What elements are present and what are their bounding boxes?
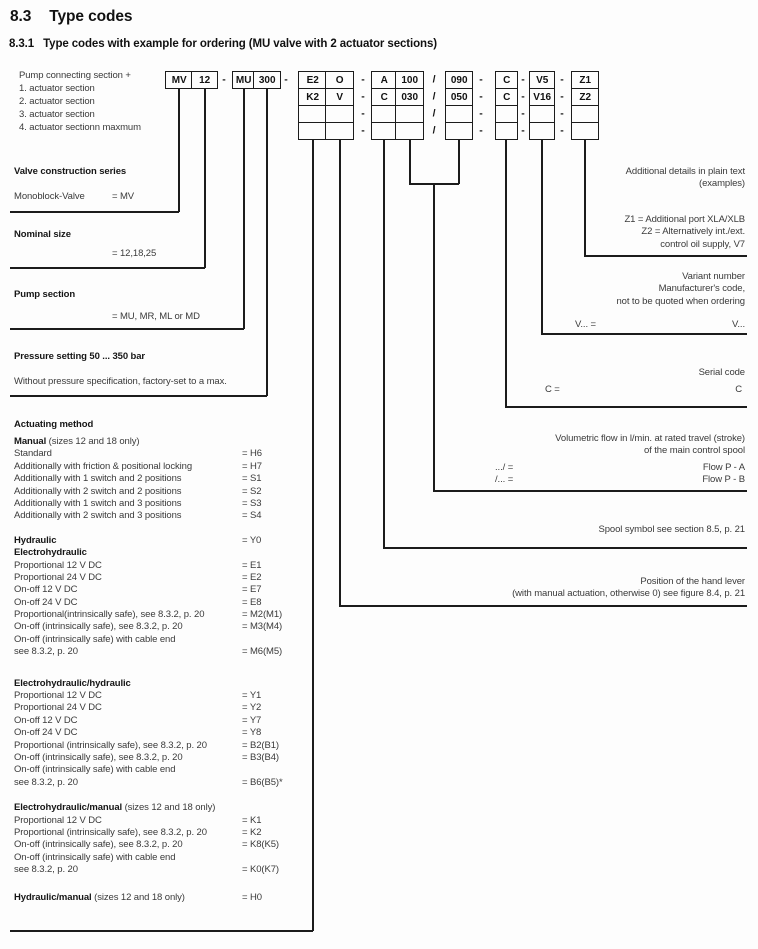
code-separator: - (521, 72, 525, 85)
code-separator: - (560, 89, 564, 102)
actuating-row-label: (sizes 12 and 18 only) (91, 891, 185, 903)
code-cell: A (371, 71, 396, 89)
connector-line (243, 88, 245, 329)
actuating-row-label: see 8.3.2, p. 20 (14, 776, 78, 788)
actuating-row-label: Standard (14, 448, 52, 460)
code-separator: - (222, 72, 226, 85)
code-cell: Z2 (571, 88, 599, 106)
actuating-row-code: = B6(B5)* (242, 776, 283, 788)
actuating-row (14, 678, 314, 690)
flow-line: of the main control spool (643, 445, 745, 457)
actuating-row-label: On-off 24 V DC (14, 596, 78, 608)
code-cell (325, 105, 354, 123)
connector-line (10, 267, 205, 269)
actuating-row (14, 802, 314, 814)
connector-line (458, 139, 460, 184)
list-gap (14, 789, 314, 802)
code-separator: - (479, 123, 483, 136)
hand-lever-block (512, 576, 745, 601)
example-line: Z1 = Additional port XLA/XLB (624, 214, 745, 225)
actuating-row-label: Proportional (intrinsically safe), see 8.3.2, p. 20 (14, 826, 207, 838)
code-separator: - (560, 72, 564, 85)
spool-symbol-note: Spool symbol see section 8.5, p. 21 (598, 524, 745, 535)
subsection-heading (9, 38, 437, 50)
code-cell: 12 (191, 71, 218, 89)
code-separator: - (521, 123, 525, 136)
actuating-row (14, 436, 314, 448)
actuating-row-bold-label: Electrohydraulic/hydraulic (14, 677, 131, 689)
actuating-row-bold-label: Hydraulic (14, 534, 57, 546)
actuating-row (14, 535, 314, 547)
code-cell: MV (165, 71, 192, 89)
actuating-row (14, 584, 314, 596)
connector-line (204, 88, 206, 268)
list-gap (14, 659, 314, 678)
connector-line (10, 328, 244, 330)
flow-row-b (495, 474, 745, 486)
code-cell: 300 (253, 71, 281, 89)
actuating-row (14, 815, 314, 827)
code-separator: / (432, 89, 436, 102)
flow-value-b: Flow P - B (702, 474, 745, 485)
actuating-row (14, 892, 314, 904)
valve-series-title: Valve construction series (14, 166, 127, 177)
code-cell (445, 105, 473, 123)
actuating-row-code: = S3 (242, 497, 262, 509)
actuating-row-label: On-off (intrinsically safe) with cable end (14, 633, 176, 645)
code-cell (495, 105, 518, 123)
actuating-row-label: Additionally with 2 switch and 3 positions (14, 510, 182, 522)
actuating-row-label: Proportional 12 V DC (14, 690, 102, 702)
connector-line (584, 255, 747, 257)
actuating-row-label: Proportional (intrinsically safe), see 8.3.2, p. 20 (14, 739, 207, 751)
actuating-row-code: = K1 (242, 814, 262, 826)
valve-series-value: = MV (112, 191, 135, 202)
code-cell (298, 122, 326, 140)
actuating-method-rows (14, 436, 314, 904)
volumetric-flow-block (555, 433, 745, 458)
connector-line (541, 333, 747, 335)
connector-line (383, 547, 747, 549)
actuating-row-label: see 8.3.2, p. 20 (14, 646, 78, 658)
code-cell (395, 105, 424, 123)
actuating-row-bold-label: Electrohydraulic (14, 547, 87, 559)
pressure-setting-note: Without pressure specification, factory-set to a max. (14, 376, 227, 387)
code-cell: 050 (445, 88, 473, 106)
code-cell (571, 122, 599, 140)
actuating-row-bold-label: Hydraulic/manual (14, 891, 92, 903)
actuating-row-code: = E1 (242, 559, 262, 571)
actuating-row-label: Proportional 24 V DC (14, 702, 102, 714)
section-title: Type codes (49, 8, 133, 25)
valve-series-label: Monoblock-Valve (14, 191, 85, 202)
flow-row-a (495, 462, 745, 474)
actuating-row (14, 572, 314, 584)
serial-key: C = (545, 384, 560, 395)
actuating-row-code: = K0(K7) (242, 864, 279, 876)
code-separator: - (284, 72, 288, 85)
actuating-row-code: = Y7 (242, 714, 262, 726)
actuating-row (14, 634, 314, 646)
actuating-row (14, 777, 314, 789)
connector-line (541, 139, 543, 334)
flow-line: Volumetric flow in l/min. at rated travel (stroke) (555, 433, 745, 444)
actuating-row (14, 547, 314, 559)
actuating-row-bold-label: Electrohydraulic/manual (14, 802, 123, 814)
actuating-row (14, 702, 314, 714)
code-separator: / (432, 106, 436, 119)
code-cell (529, 122, 555, 140)
actuating-row-code: = S2 (242, 485, 262, 497)
variant-value: V... (732, 319, 745, 330)
code-cell: MU (232, 71, 254, 89)
actuating-row-label: On-off 12 V DC (14, 584, 78, 596)
connector-line (339, 605, 747, 607)
serial-code-row (545, 384, 742, 396)
actuating-row-label: see 8.3.2, p. 20 (14, 864, 78, 876)
actuating-row (14, 740, 314, 752)
code-separator: - (521, 106, 525, 119)
flow-value-a: Flow P - A (702, 462, 745, 473)
actuating-row-label: (sizes 12 and 18 only) (122, 802, 216, 814)
code-cell (298, 105, 326, 123)
code-separator: - (361, 89, 365, 102)
intro-line: 2. actuator section (19, 96, 95, 108)
actuating-row-label: On-off (intrinsically safe) with cable end (14, 764, 176, 776)
actuating-row (14, 597, 314, 609)
actuating-row (14, 498, 314, 510)
actuating-row (14, 646, 314, 658)
code-cell (529, 105, 555, 123)
list-gap (14, 523, 314, 535)
actuating-row-code: = B3(B4) (242, 751, 279, 763)
additional-details-block (626, 166, 745, 191)
actuating-row-label: Additionally with 1 switch and 3 positions (14, 497, 182, 509)
code-cell: V5 (529, 71, 555, 89)
code-separator: - (479, 106, 483, 119)
connector-line (409, 183, 459, 185)
connector-line (433, 183, 435, 491)
actuating-row-label: (sizes 12 and 18 only) (46, 436, 140, 447)
code-cell (395, 122, 424, 140)
code-cell (495, 122, 518, 140)
actuating-row (14, 827, 314, 839)
actuating-method-title: Actuating method (14, 419, 94, 430)
code-separator: - (479, 72, 483, 85)
actuating-row (14, 609, 314, 621)
intro-line: 1. actuator section (19, 83, 95, 95)
code-separator: / (432, 123, 436, 136)
actuating-row-bold-label: Manual (14, 436, 47, 447)
variant-code-row (575, 319, 745, 331)
additional-details-line: Additional details in plain text (625, 166, 745, 177)
code-separator: - (521, 89, 525, 102)
hand-lever-line: Position of the hand lever (640, 576, 745, 587)
valve-series-row (14, 191, 135, 202)
actuating-row-label: On-off 12 V DC (14, 714, 78, 726)
actuating-row-code: = E2 (242, 571, 262, 583)
serial-code-title: Serial code (698, 367, 745, 378)
variant-line: Manufacturer's code, (658, 283, 745, 295)
actuating-row (14, 560, 314, 572)
actuating-row-code: = B2(B1) (242, 739, 279, 751)
code-cell: C (495, 71, 518, 89)
code-cell: E2 (298, 71, 326, 89)
section-number: 8.3 (10, 8, 32, 25)
additional-details-examples (624, 214, 745, 251)
connector-line (10, 395, 267, 397)
actuating-row-label: On-off 24 V DC (14, 727, 78, 739)
subsection-title: Type codes with example for ordering (MU valve with 2 actuator sections) (43, 38, 437, 50)
actuating-row-code: = Y0 (242, 534, 262, 546)
connector-line (433, 490, 747, 492)
actuating-row (14, 690, 314, 702)
connector-line (383, 139, 385, 548)
actuating-row-code: = E8 (242, 596, 262, 608)
pump-section-title: Pump section (14, 289, 76, 300)
actuating-row-code: = M2(M1) (242, 609, 283, 621)
code-separator: - (560, 106, 564, 119)
actuating-row-label: On-off (intrinsically safe), see 8.3.2, p. 20 (14, 839, 183, 851)
code-separator: - (361, 72, 365, 85)
actuating-row (14, 715, 314, 727)
code-cell (325, 122, 354, 140)
actuating-method-section (14, 419, 314, 904)
code-cell (445, 122, 473, 140)
actuating-row (14, 752, 314, 764)
code-separator: - (479, 89, 483, 102)
variant-line: not to be quoted when ordering (616, 295, 745, 307)
actuating-row-label: On-off (intrinsically safe) with cable end (14, 851, 176, 863)
actuating-row-code: = H6 (242, 448, 262, 460)
code-cell (571, 105, 599, 123)
actuating-row (14, 486, 314, 498)
serial-value: C (735, 384, 742, 395)
actuating-row-code: = Y1 (242, 690, 262, 702)
actuating-row-code: = H0 (242, 891, 262, 903)
intro-line: 3. actuator section (19, 109, 95, 121)
actuating-row-code: = S4 (242, 510, 262, 522)
example-line: control oil supply, V7 (660, 238, 745, 250)
actuating-row-code: = M6(M5) (242, 646, 283, 658)
pressure-setting-title: Pressure setting 50 ... 350 bar (14, 351, 146, 362)
actuating-row (14, 461, 314, 473)
actuating-row (14, 852, 314, 864)
pump-connecting-labels (19, 69, 141, 134)
example-line: Z2 = Alternatively int./ext. (641, 226, 745, 238)
code-cell: 100 (395, 71, 424, 89)
code-cell: 090 (445, 71, 473, 89)
section-heading (10, 8, 132, 26)
actuating-row-code: = K2 (242, 826, 262, 838)
actuating-row-label: On-off (intrinsically safe), see 8.3.2, p. 20 (14, 751, 183, 763)
actuating-row (14, 727, 314, 739)
code-cell: K2 (298, 88, 326, 106)
code-separator: / (432, 72, 436, 85)
actuating-row (14, 473, 314, 485)
code-separator: - (560, 123, 564, 136)
variant-line: Variant number (682, 271, 745, 282)
actuating-row-code: = Y8 (242, 727, 262, 739)
actuating-row-code: = H7 (242, 460, 262, 472)
code-cell: Z1 (571, 71, 599, 89)
code-cell: 030 (395, 88, 424, 106)
pump-section-value: = MU, MR, ML or MD (112, 311, 200, 322)
connector-line (178, 88, 180, 212)
actuating-row (14, 839, 314, 851)
connector-line (10, 930, 313, 932)
intro-line: 4. actuator sectionn maxmum (19, 122, 141, 134)
code-separator: - (361, 123, 365, 136)
connector-line (339, 139, 341, 606)
actuating-row (14, 621, 314, 633)
connector-line (10, 211, 179, 213)
connector-line (505, 406, 747, 408)
subsection-number: 8.3.1 (9, 38, 35, 50)
nominal-size-value: = 12,18,25 (112, 248, 157, 259)
actuating-row (14, 510, 314, 522)
connector-line (266, 88, 268, 396)
code-cell: V (325, 88, 354, 106)
actuating-row-label: Proportional 12 V DC (14, 559, 102, 571)
code-cell (371, 105, 396, 123)
connector-line (409, 139, 411, 184)
additional-details-line: (examples) (699, 178, 745, 190)
actuating-row-label: Additionally with friction & positional locking (14, 460, 193, 472)
actuating-row-label: Additionally with 1 switch and 2 positions (14, 473, 182, 485)
actuating-row (14, 864, 314, 876)
nominal-size-title: Nominal size (14, 229, 71, 240)
hand-lever-line: (with manual actuation, otherwise 0) see figure 8.4, p. 21 (512, 588, 745, 600)
flow-key-b: /... = (495, 474, 514, 485)
connector-line (505, 139, 507, 407)
connector-line (584, 139, 586, 256)
flow-key-a: .../ = (495, 462, 514, 473)
variant-number-block (616, 271, 745, 308)
actuating-row (14, 764, 314, 776)
actuating-row-label: On-off (intrinsically safe), see 8.3.2, p. 20 (14, 621, 183, 633)
actuating-row-label: Proportional 24 V DC (14, 571, 102, 583)
code-cell: O (325, 71, 354, 89)
actuating-row-code: = M3(M4) (242, 621, 283, 633)
actuating-row-code: = E7 (242, 584, 262, 596)
code-cell (371, 122, 396, 140)
actuating-row-code: = K8(K5) (242, 839, 279, 851)
actuating-row-label: Proportional 12 V DC (14, 814, 102, 826)
actuating-row-code: = S1 (242, 473, 262, 485)
code-cell: C (495, 88, 518, 106)
actuating-row-code: = Y2 (242, 702, 262, 714)
code-cell: V16 (529, 88, 555, 106)
actuating-row-label: Additionally with 2 switch and 2 positions (14, 485, 182, 497)
intro-line: Pump connecting section + (19, 70, 131, 81)
actuating-row-label: Proportional(intrinsically safe), see 8.3.2, p. 20 (14, 609, 205, 621)
code-cell: C (371, 88, 396, 106)
code-separator: - (361, 106, 365, 119)
variant-key: V... = (575, 319, 596, 330)
actuating-row (14, 448, 314, 460)
list-gap (14, 877, 314, 892)
